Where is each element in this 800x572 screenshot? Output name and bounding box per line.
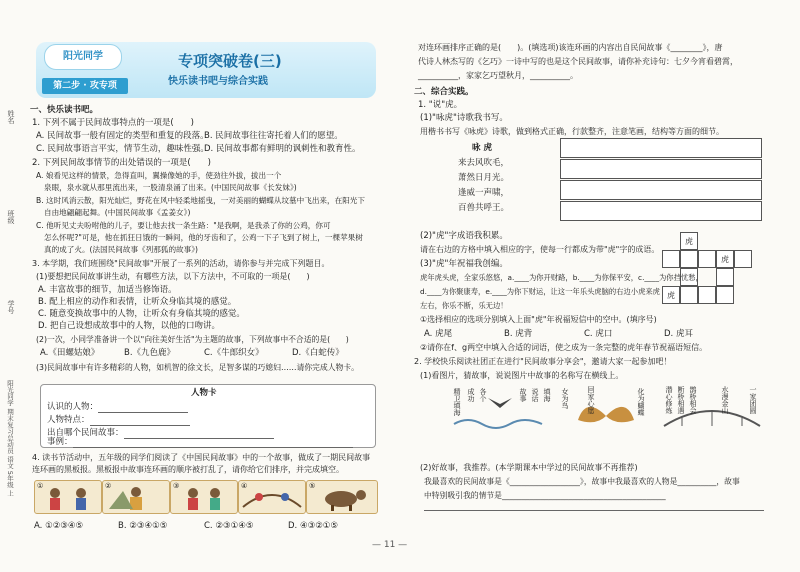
writing-line[interactable]: [560, 201, 762, 221]
comic-figure-icon: [35, 481, 101, 513]
q3-sub1-option: B. 配上相应的动作和表情，让听众身临其境的感觉。: [38, 297, 237, 307]
grid-cell[interactable]: [680, 286, 698, 304]
practice-2: 2. 学校快乐阅读社团正在进行"民间故事分享会"，邀请大家一起参加吧！: [414, 357, 672, 366]
q4-option-d: D. ④③②①⑤: [288, 521, 339, 531]
grid-cell[interactable]: [716, 268, 734, 286]
story-picture-1: 精卫填海 成功 各个 故事 说话 填海: [448, 386, 548, 432]
spine-label-name: 姓名: [7, 110, 15, 124]
grid-cell[interactable]: [698, 250, 716, 268]
practice-1: 1. "说"虎。: [418, 100, 463, 110]
grid-cell-hu: 虎: [680, 232, 698, 250]
greeting-line: 虎年虎头虎，全家乐悠悠，a.____为你开财路，b.____为你保平安，c.____为你挡忧愁，: [420, 273, 703, 282]
grid-cell[interactable]: [734, 250, 752, 268]
greeting-q1: ①选择相应的选项分别填入上面"虎"年祝福短信中的空中。(填序号): [420, 315, 657, 324]
q2-line: A. 娘看见这样的情景，急得直叫，翼操像她的手，使劲往外拔，拔出一个: [36, 171, 282, 180]
poem-line: 来去风吹毛，: [458, 158, 510, 168]
q1-option-b: B. 民间故事往往寄托着人们的愿望。: [204, 131, 343, 141]
section-practice: 二、综合实践。: [414, 87, 474, 97]
comic-figure-icon: [171, 481, 237, 513]
writing-line[interactable]: [560, 180, 762, 200]
grid-cell[interactable]: [716, 286, 734, 304]
greeting-q2: ②请你在f、g两空中填入合适的词语，使之成为一条完整的虎年春节祝福语短信。: [420, 343, 708, 352]
comic-panel-5: ⑤: [306, 480, 378, 514]
q1-option-a: A. 民间故事一般有固定的类型和重复的段落。: [36, 131, 209, 141]
q2-line: 怎么怀呢?"可是，他在抓狂日饿的一瞬间，他的牙齿和了，公鸡一下子飞到了树上，一棵苹果树: [44, 233, 363, 242]
intro-line: 对连环画排序正确的是( )。(填选项)该连环画的内容出自民间故事《________》，唐: [418, 43, 723, 52]
q1-option-c: C. 民间故事语言平实，情节生动，趣味性强。: [36, 144, 209, 154]
binding-spine: [0, 0, 28, 572]
q2-line: 自由地翩翩起舞。(中国民间故事《孟姜女》): [44, 208, 191, 217]
practice-1-sub2: (2)"虎"字成语我积累。: [420, 231, 508, 241]
page-number: — 11 —: [372, 540, 408, 550]
answer-line[interactable]: [424, 510, 764, 511]
intro-line: 代诗人林杰写的《乞巧》一诗中写的也是这个民间故事，请你补充诗句：七夕今宵看碧霄，: [418, 57, 738, 66]
comic-figure-icon: [103, 481, 169, 513]
q3-sub1: (1)要想把民间故事讲生动，有哪些方法，以下方法中，不可取的一项是( ): [36, 272, 310, 281]
ox-icon: [307, 481, 377, 513]
practice-1-sub3: (3)"虎"年祝福我创编。: [420, 259, 508, 269]
practice-1-sub1-desc: 用楷书书写《咏虎》诗歌，做到格式正确，行款整齐，注意笔画，结构等方面的细节。: [420, 127, 724, 136]
writing-line[interactable]: [560, 159, 762, 179]
recommend-line[interactable]: 我最喜欢的民间故事是《__________________》，故事中我最喜欢的人物是__________，故事: [424, 477, 740, 486]
q2-line: 真的成了火。(法国民间故事《列那狐的故事》): [44, 245, 198, 254]
q2-line: 泉眼，泉水就从那里流出来，一股清泉涌了出来。(中国民间故事《长发妹》): [44, 183, 297, 192]
character-card: [40, 384, 376, 448]
step-badge: 第二步 · 攻专项: [42, 78, 128, 94]
comic-panel-1: ①: [34, 480, 102, 514]
q3-sub2-option-b: B.《九色鹿》: [124, 348, 176, 358]
q3-sub2-option-a: A.《田螺姑娘》: [40, 348, 100, 358]
intro-line: __________，家家乞巧望秋月，__________。: [418, 71, 578, 80]
practice-2-sub1: (1)看图片，猜故事，说说图片中故事的名称写在横线上。: [420, 371, 624, 380]
question-4: 4. 读书节活动中，五年级的同学们阅读了《中国民间故事》中的一个故事，做成了一期民间故事连环画的黑板报。黑板报中故事连环画的顺序被打乱了，请你给它们排序，并完成填空。: [32, 453, 371, 474]
spine-label-class: 班级: [7, 210, 15, 224]
comic-panel-2: ②: [102, 480, 170, 514]
grid-cell-hu: 虎: [662, 286, 680, 304]
q4-option-a: A. ①②③④⑤: [34, 521, 84, 531]
greeting-line: d.____为你聚康寿，e.____为你下财运，让这一年乐头虎脑的右边小虎来虎: [420, 287, 660, 296]
q1-option-d: D. 民间故事都有鲜明的讽刺性和教育性。: [204, 144, 361, 154]
practice-1-sub1: (1)"咏虎"诗歌我书写。: [420, 113, 508, 123]
section-reading: 一、快乐读书吧。: [30, 105, 99, 115]
q2-line: C. 他听见丈夫吩咐他的儿子，要让他去找一条生路："是我啊，是我杀了你的公鸡，你可: [36, 221, 331, 230]
story-picture-3: 潜心修炼 断桥相遇 鹊桥相会 水漫金山 一家团圆: [662, 386, 762, 432]
greeting-option-d: D. 虎耳: [664, 329, 693, 339]
q3-sub1-option: D. 把自己设想成故事中的人物，以他的口吻讲。: [38, 321, 220, 331]
spine-bottom-text: 阳光同学 期末复习总动员 语文 5年级 上: [6, 380, 14, 497]
spine-label-number: 学号: [7, 300, 15, 314]
grid-cell[interactable]: [662, 250, 680, 268]
grid-cell[interactable]: [680, 250, 698, 268]
comic-panel-3: ③: [170, 480, 238, 514]
page-subtitle: 快乐读书吧与综合实践: [168, 76, 268, 87]
brand-logo: 阳光同学: [44, 44, 122, 70]
practice-1-sub2-desc: 请在右边的方格中填入相应的字，使每一行都成为带"虎"字的成语。: [420, 245, 660, 254]
question-3: 3. 本学期，我们班围绕"民间故事"开展了一系列的活动，请你参与并完成下列题目。: [32, 259, 330, 268]
poem-line: 逢威一声啸，: [458, 188, 510, 198]
q3-sub2-option-c: C.《牛郎织女》: [204, 348, 264, 358]
q3-sub2-option-d: D.《白蛇传》: [292, 348, 344, 358]
greeting-option-c: C. 虎口: [584, 329, 613, 339]
recommend-line[interactable]: 中特别吸引我的情节是__________________________________________: [424, 491, 666, 500]
card-field-example[interactable]: 事例：: [47, 436, 353, 448]
comic-panel-4: ④: [238, 480, 306, 514]
card-field-source[interactable]: 出自哪个民间故事：: [47, 427, 274, 439]
q2-line: B. 这时风消云散，阳光灿烂，野花在风中轻柔地摇曳，一对美丽的蝴蝶从坟墓中飞出来，在阳光下: [36, 196, 365, 205]
question-2: 2. 下列民间故事情节的出处错误的一项是( ): [32, 158, 211, 168]
q4-option-c: C. ②③①④⑤: [204, 521, 254, 531]
greeting-line: 左右，你乐不断，乐无边！: [420, 301, 508, 310]
page-title: 专项突破卷(三): [178, 52, 282, 70]
q3-sub1-option: C. 随意变换故事中的人物，让听众有身临其境的感觉。: [38, 309, 245, 319]
greeting-option-a: A. 虎尾: [424, 329, 453, 339]
comic-figure-icon: [239, 481, 305, 513]
practice-2-sub2: (2)好故事，我推荐。(本学期课本中学过的民间故事不再推荐): [420, 463, 638, 472]
q3-sub3: (3)民间故事中有许多精彩的人物，如机智的徐文长，足智多谋的巧媳妇……请你完成人物卡。: [36, 363, 359, 372]
character-card-title: 人物卡: [191, 388, 217, 398]
q3-sub2: (2)一次，小同学准备讲一个以"向往美好生活"为主题的故事，下列故事中不合适的是( ): [36, 335, 349, 344]
story-picture-2: 女为鸟 回家心愿 化为蝴蝶: [556, 386, 656, 432]
greeting-option-b: B. 虎背: [504, 329, 533, 339]
card-field-trait[interactable]: 人物特点：: [47, 414, 190, 426]
poem-line: 萧然日月光。: [458, 173, 510, 183]
question-1: 1. 下列不属于民间故事特点的一项是( ): [32, 118, 194, 128]
q3-sub1-option: A. 丰富故事的细节，加适当修饰语。: [38, 285, 177, 295]
poem-line: 百兽共呼王。: [458, 203, 510, 213]
grid-cell[interactable]: [698, 286, 716, 304]
card-field-person[interactable]: 认识的人物：: [47, 401, 188, 413]
poem-title: 咏 虎: [472, 143, 492, 153]
grid-cell-hu: 虎: [716, 250, 734, 268]
q4-option-b: B. ②③④①⑤: [118, 521, 168, 531]
writing-line[interactable]: [560, 138, 762, 158]
